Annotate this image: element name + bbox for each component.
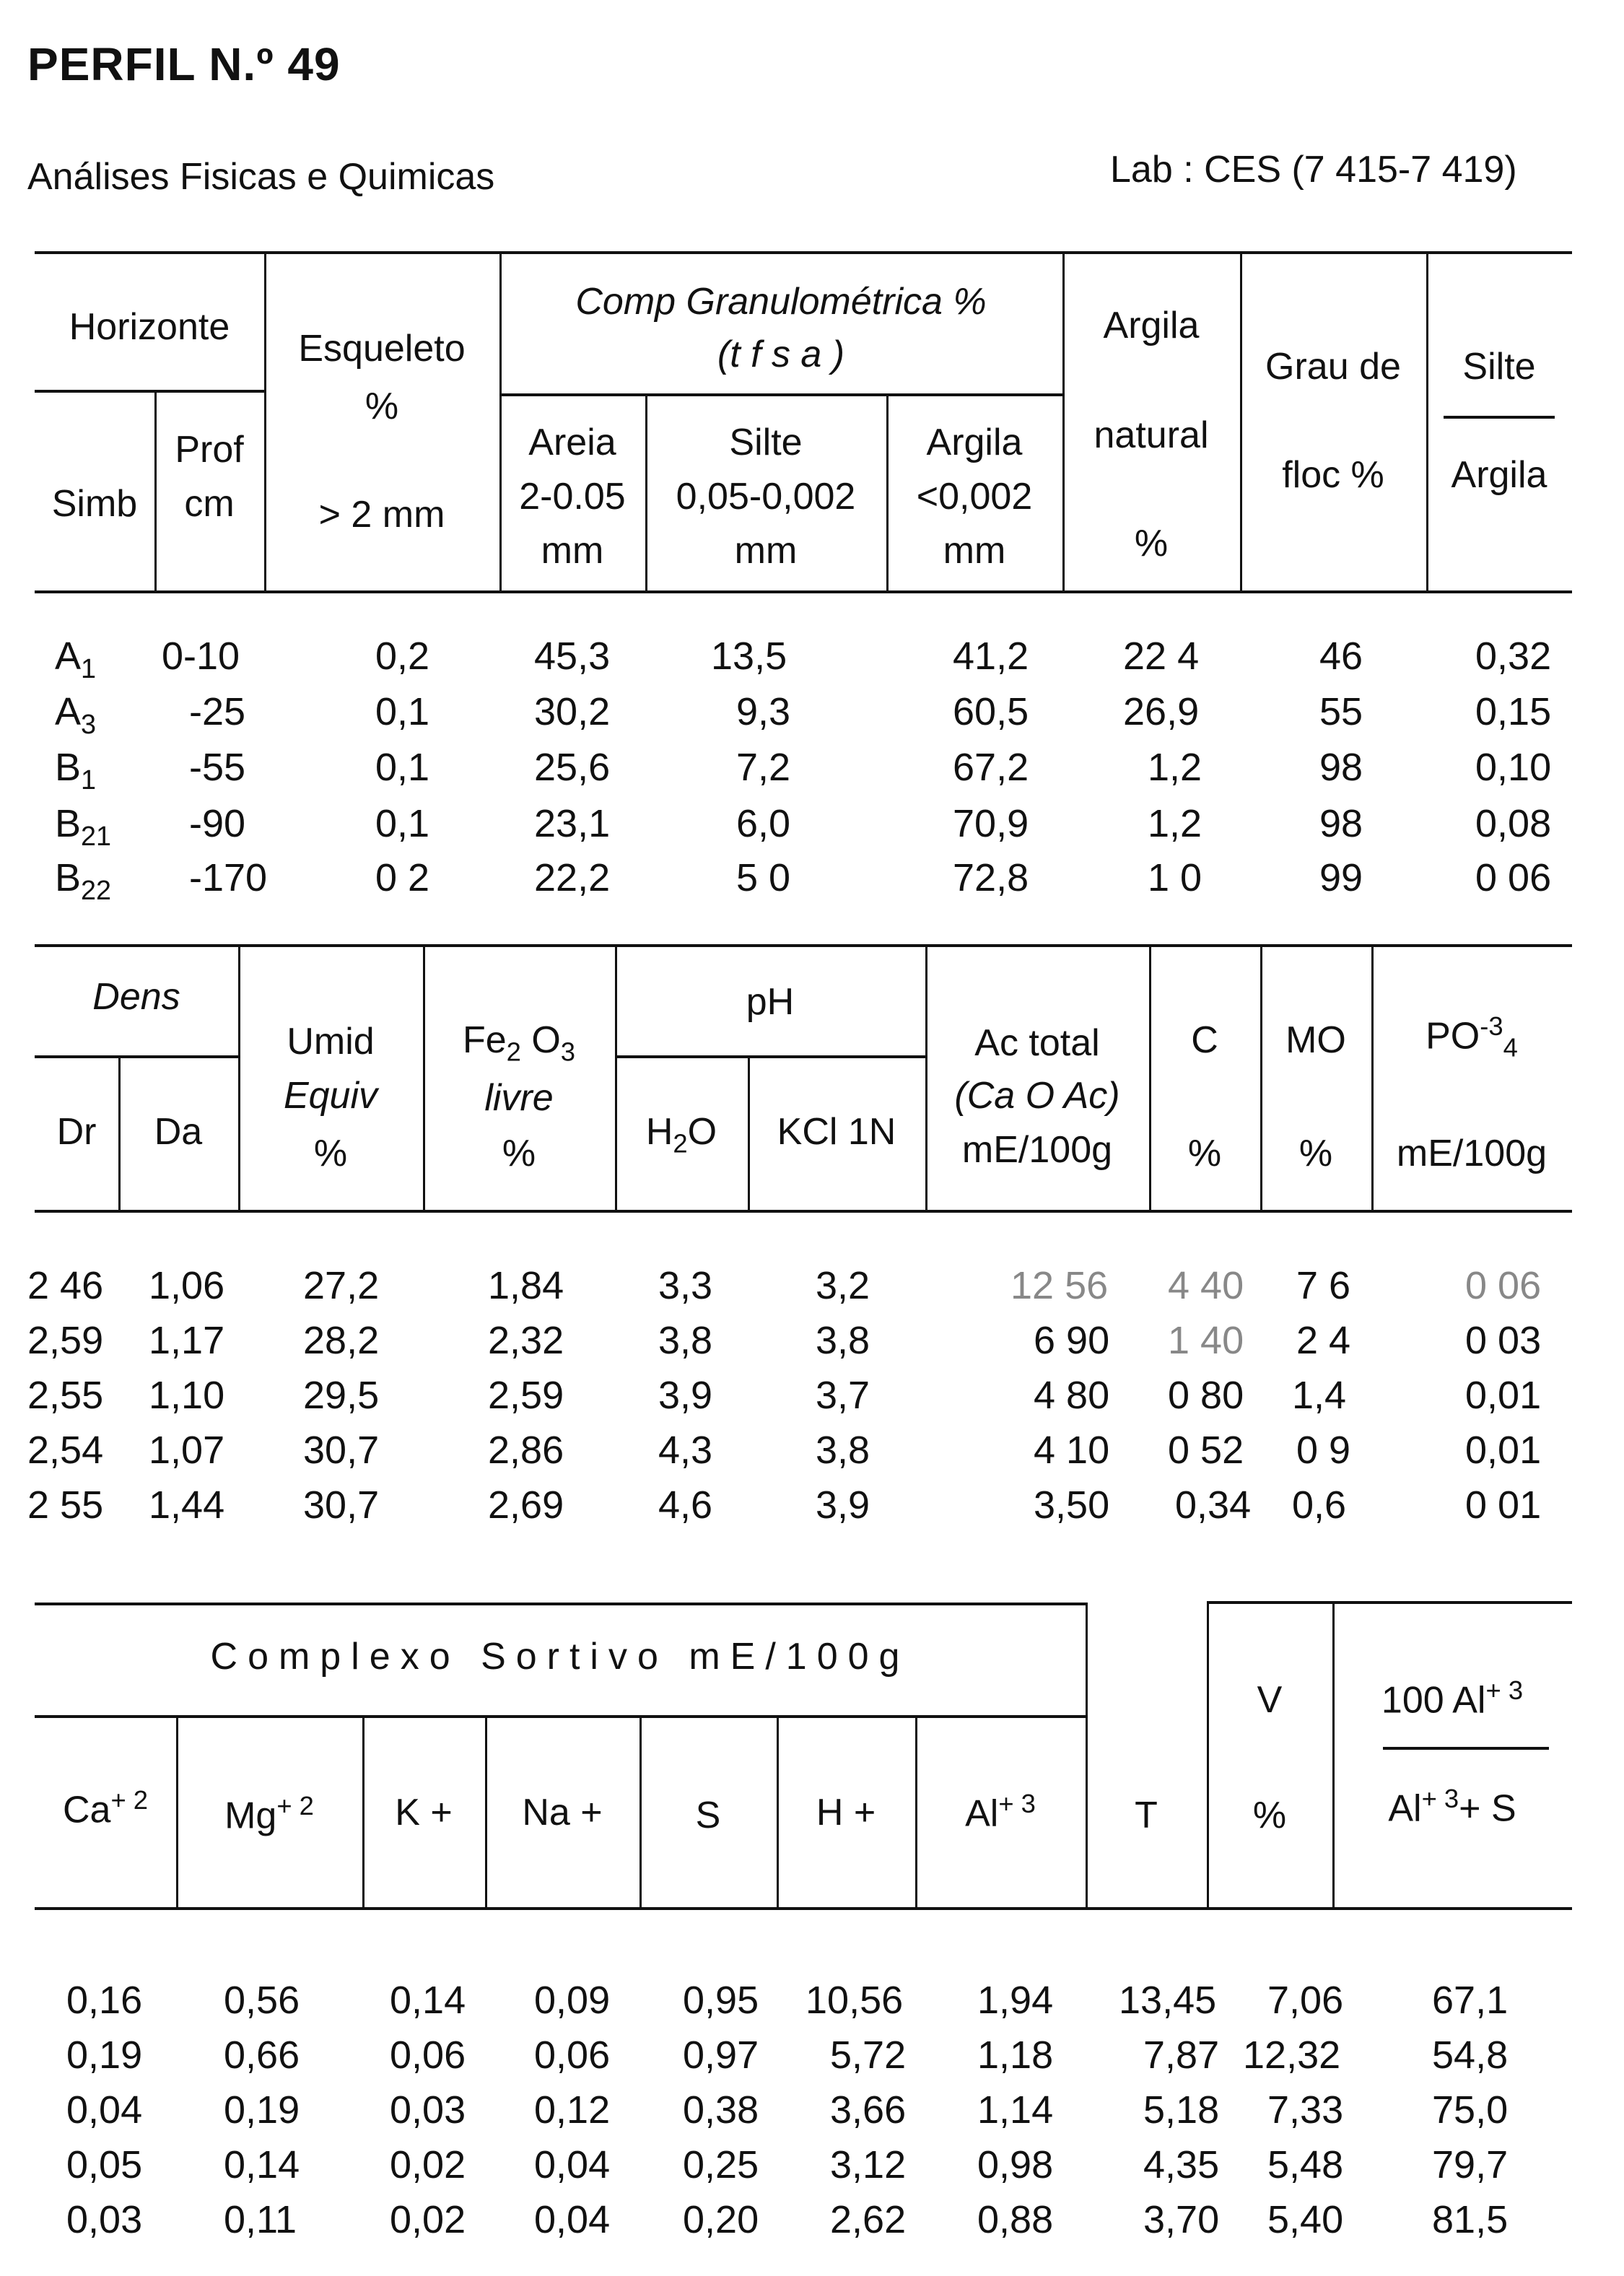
cell-ca: 0,04 xyxy=(66,2088,143,2132)
cell-fe2o3: 2,69 xyxy=(488,1483,564,1527)
cell-al-saturation: 75,0 xyxy=(1432,2088,1509,2132)
cell-areia: 25,6 xyxy=(534,746,611,789)
header-t: T xyxy=(1135,1795,1158,1836)
cell-k: 0,03 xyxy=(390,2088,466,2132)
cell-grau-floc: 98 xyxy=(1319,746,1363,789)
header-ph-h2o: $H_2O$ xyxy=(645,1111,717,1159)
cell-ac-total: 4 10 xyxy=(1034,1429,1110,1472)
header-mo: MO xyxy=(1285,1019,1346,1061)
cell-argila: 72,8 xyxy=(953,856,1029,899)
cell-v: 7,06 xyxy=(1267,1979,1344,2022)
cell-areia: 30,2 xyxy=(534,690,611,733)
cell-silte-argila: 0 06 xyxy=(1475,856,1552,899)
cell-al-saturation: 67,1 xyxy=(1432,1979,1509,2022)
cell-v: 7,33 xyxy=(1267,2088,1344,2132)
cell-c: 0 80 xyxy=(1168,1374,1244,1417)
header-k: K + xyxy=(395,1792,453,1834)
cell-esqueleto: 0,1 xyxy=(375,690,430,733)
header-areia: Areia xyxy=(528,422,616,463)
header-esqueleto-size: > 2 mm xyxy=(318,494,445,536)
cell-s: 0,97 xyxy=(683,2033,759,2077)
cell-h: 10,56 xyxy=(806,1979,904,2022)
cell-areia: 45,3 xyxy=(534,635,611,678)
table1-divider xyxy=(1426,251,1428,592)
cell-argila-natural: 1 0 xyxy=(1148,856,1202,899)
header-s: S xyxy=(695,1795,721,1836)
cell-fe2o3: 1,84 xyxy=(488,1264,564,1307)
cell-ph-h2o: 3,8 xyxy=(658,1319,713,1362)
table3-complexo-rule xyxy=(35,1715,1086,1718)
header-grau-floc: Grau de xyxy=(1265,346,1401,388)
cell-al-saturation: 54,8 xyxy=(1432,2033,1509,2077)
header-esqueleto: Esqueleto xyxy=(298,328,466,370)
cell-da: 1,10 xyxy=(149,1374,225,1417)
cell-ph-kcl: 3,2 xyxy=(816,1264,870,1307)
header-al-saturation-den: $Al^{+ 3}+ S$ xyxy=(1388,1784,1516,1830)
cell-v: 5,48 xyxy=(1267,2143,1344,2186)
header-v-pct: % xyxy=(1252,1795,1287,1836)
header-silte-mm: mm xyxy=(734,530,798,572)
cell-al: 0,98 xyxy=(977,2143,1054,2186)
cell-esqueleto: 0 2 xyxy=(375,856,430,899)
table3-divider xyxy=(1207,1601,1209,1909)
cell-prof: -170 xyxy=(189,856,268,899)
cell-da: 1,07 xyxy=(149,1429,225,1472)
cell-c: 4 40 xyxy=(1168,1264,1244,1307)
header-argila-natural-2: natural xyxy=(1093,414,1209,456)
cell-c: 0 52 xyxy=(1168,1429,1244,1472)
cell-s: 0,38 xyxy=(683,2088,759,2132)
header-grau-floc-2: floc % xyxy=(1282,454,1384,496)
cell-k: 0,02 xyxy=(390,2143,466,2186)
cell-esqueleto: 0,2 xyxy=(375,635,430,678)
cell-k: 0,06 xyxy=(390,2033,466,2077)
cell-ph-kcl: 3,8 xyxy=(816,1319,870,1362)
header-silte: Silte xyxy=(729,422,803,463)
header-h: H + xyxy=(816,1792,876,1834)
cell-silte-argila: 0,15 xyxy=(1475,690,1552,733)
cell-prof: -90 xyxy=(189,802,246,845)
cell-h: 5,72 xyxy=(830,2033,907,2077)
cell-ca: 0,05 xyxy=(66,2143,143,2186)
cell-areia: 22,2 xyxy=(534,856,611,899)
table2-dens-rule xyxy=(35,1055,238,1058)
table2-ph-rule xyxy=(615,1055,925,1058)
cell-t: 4,35 xyxy=(1143,2143,1220,2186)
header-prof-unit: cm xyxy=(184,483,235,525)
header-fe2o3-pct: % xyxy=(502,1133,536,1174)
cell-argila-natural: 26,9 xyxy=(1123,690,1200,733)
header-argila-mm: mm xyxy=(943,530,1006,572)
cell-silte: 13,5 xyxy=(711,635,787,678)
header-umid: Umid xyxy=(287,1021,375,1063)
cell-dr: 2 55 xyxy=(27,1483,104,1527)
cell-k: 0,14 xyxy=(390,1979,466,2022)
cell-argila: 41,2 xyxy=(953,635,1029,678)
header-argila: Argila xyxy=(926,422,1023,463)
table2-header-bottom-rule xyxy=(35,1210,1572,1213)
cell-po4: 0 03 xyxy=(1465,1319,1542,1362)
cell-simb: $B_1$ xyxy=(55,746,97,795)
cell-simb: $A_1$ xyxy=(55,635,97,684)
cell-ac-total: 6 90 xyxy=(1034,1319,1110,1362)
header-silte-argila-num: Silte xyxy=(1462,346,1536,388)
cell-fe2o3: 2,86 xyxy=(488,1429,564,1472)
cell-k: 0,02 xyxy=(390,2198,466,2241)
cell-da: 1,44 xyxy=(149,1483,225,1527)
cell-mo: 0 9 xyxy=(1296,1429,1351,1472)
cell-grau-floc: 46 xyxy=(1319,635,1363,678)
cell-dr: 2,54 xyxy=(27,1429,104,1472)
cell-argila-natural: 22 4 xyxy=(1123,635,1200,678)
header-horizonte: Horizonte xyxy=(69,306,230,348)
cell-dr: 2,55 xyxy=(27,1374,104,1417)
header-umid-equiv: Equiv xyxy=(283,1075,378,1117)
header-argila-range: <0,002 xyxy=(916,476,1033,518)
table3-top-rule-right xyxy=(1207,1601,1572,1604)
cell-al: 0,88 xyxy=(977,2198,1054,2241)
cell-grau-floc: 55 xyxy=(1319,690,1363,733)
analysis-subtitle: Análises Fisicas e Quimicas xyxy=(27,156,495,198)
cell-simb: $B_{21}$ xyxy=(55,802,112,852)
table3-top-rule xyxy=(35,1603,1086,1605)
header-ph-kcl: KCl 1N xyxy=(777,1111,896,1153)
table1-comp-rule xyxy=(501,393,1062,396)
header-esqueleto-pct: % xyxy=(364,385,399,427)
cell-mg: 0,11 xyxy=(224,2198,297,2241)
cell-silte: 9,3 xyxy=(736,690,791,733)
table1-horizonte-rule xyxy=(35,390,264,393)
cell-s: 0,95 xyxy=(683,1979,759,2022)
cell-ph-kcl: 3,8 xyxy=(816,1429,870,1472)
header-po4: $PO^{-3}_4$ xyxy=(1426,1011,1518,1063)
cell-simb: $A_3$ xyxy=(55,690,97,740)
cell-al-saturation: 79,7 xyxy=(1432,2143,1509,2186)
lab-reference: Lab : CES (7 415-7 419) xyxy=(1110,149,1517,191)
cell-h: 3,66 xyxy=(830,2088,907,2132)
cell-umid: 28,2 xyxy=(303,1319,380,1362)
cell-silte: 7,2 xyxy=(736,746,791,789)
header-prof: Prof xyxy=(175,429,244,471)
page-title: PERFIL N.º 49 xyxy=(27,38,341,90)
header-c-pct: % xyxy=(1187,1133,1222,1174)
cell-na: 0,04 xyxy=(534,2143,611,2186)
cell-na: 0,09 xyxy=(534,1979,611,2022)
cell-mg: 0,14 xyxy=(224,2143,300,2186)
cell-po4: 0 06 xyxy=(1465,1264,1542,1307)
header-c: C xyxy=(1191,1019,1218,1061)
cell-po4: 0,01 xyxy=(1465,1374,1542,1417)
cell-al-saturation: 81,5 xyxy=(1432,2198,1509,2241)
cell-mg: 0,19 xyxy=(224,2088,300,2132)
header-mg: $Mg^{+ 2}$ xyxy=(224,1791,314,1837)
header-al-saturation-num: 100 $Al^{+ 3}$ xyxy=(1381,1675,1524,1722)
cell-argila-natural: 1,2 xyxy=(1148,746,1202,789)
cell-areia: 23,1 xyxy=(534,802,611,845)
header-areia-range: 2-0.05 xyxy=(519,476,626,518)
cell-umid: 29,5 xyxy=(303,1374,380,1417)
cell-t: 3,70 xyxy=(1143,2198,1220,2241)
cell-ph-h2o: 3,9 xyxy=(658,1374,713,1417)
cell-da: 1,06 xyxy=(149,1264,225,1307)
cell-h: 3,12 xyxy=(830,2143,907,2186)
cell-mo: 7 6 xyxy=(1296,1264,1351,1307)
cell-ph-h2o: 4,6 xyxy=(658,1483,713,1527)
header-ac-caoac: (Ca O Ac) xyxy=(954,1075,1120,1117)
header-mo-pct: % xyxy=(1298,1133,1333,1174)
cell-al: 1,18 xyxy=(977,2033,1054,2077)
header-argila-natural-pct: % xyxy=(1134,523,1169,564)
cell-ph-kcl: 3,7 xyxy=(816,1374,870,1417)
cell-po4: 0,01 xyxy=(1465,1429,1542,1472)
cell-s: 0,20 xyxy=(683,2198,759,2241)
cell-ca: 0,03 xyxy=(66,2198,143,2241)
header-fe2o3-livre: livre xyxy=(484,1077,554,1119)
header-ac-unit: mE/100g xyxy=(961,1129,1113,1171)
header-umid-pct: % xyxy=(313,1133,348,1174)
header-silte-argila-den: Argila xyxy=(1451,454,1547,496)
cell-umid: 30,7 xyxy=(303,1429,380,1472)
cell-simb: $B_{22}$ xyxy=(55,856,112,906)
table1-divider xyxy=(1240,251,1242,592)
cell-fe2o3: 2,32 xyxy=(488,1319,564,1362)
cell-esqueleto: 0,1 xyxy=(375,802,430,845)
cell-t: 7,87 xyxy=(1143,2033,1220,2077)
header-po4-unit: mE/100g xyxy=(1396,1133,1547,1174)
cell-argila: 70,9 xyxy=(953,802,1029,845)
cell-umid: 27,2 xyxy=(303,1264,380,1307)
cell-grau-floc: 98 xyxy=(1319,802,1363,845)
cell-ph-h2o: 4,3 xyxy=(658,1429,713,1472)
cell-v: 12,32 xyxy=(1243,2033,1341,2077)
header-fe2o3: $Fe_2$ $O_3$ xyxy=(462,1019,576,1067)
cell-ac-total: 12 56 xyxy=(1010,1264,1109,1307)
cell-t: 13,45 xyxy=(1119,1979,1217,2022)
cell-prof: -55 xyxy=(189,746,246,789)
header-complexo-sortivo: Complexo Sortivo mE/100g xyxy=(210,1636,910,1678)
cell-na: 0,04 xyxy=(534,2198,611,2241)
cell-v: 5,40 xyxy=(1267,2198,1344,2241)
cell-esqueleto: 0,1 xyxy=(375,746,430,789)
cell-ca: 0,19 xyxy=(66,2033,143,2077)
cell-mg: 0,66 xyxy=(224,2033,300,2077)
cell-silte-argila: 0,10 xyxy=(1475,746,1552,789)
header-al: $Al^{+ 3}$ xyxy=(965,1789,1036,1835)
cell-ac-total: 4 80 xyxy=(1034,1374,1110,1417)
cell-umid: 30,7 xyxy=(303,1483,380,1527)
header-da: Da xyxy=(154,1111,203,1153)
cell-h: 2,62 xyxy=(830,2198,907,2241)
cell-ph-kcl: 3,9 xyxy=(816,1483,870,1527)
cell-silte-argila: 0,32 xyxy=(1475,635,1552,678)
cell-fe2o3: 2,59 xyxy=(488,1374,564,1417)
header-areia-mm: mm xyxy=(541,530,604,572)
cell-silte: 6,0 xyxy=(736,802,791,845)
cell-c: 1 40 xyxy=(1168,1319,1244,1362)
cell-al: 1,14 xyxy=(977,2088,1054,2132)
cell-da: 1,17 xyxy=(149,1319,225,1362)
cell-po4: 0 01 xyxy=(1465,1483,1542,1527)
cell-argila: 60,5 xyxy=(953,690,1029,733)
cell-prof: 0-10 xyxy=(162,635,240,678)
header-ac-total: Ac total xyxy=(974,1022,1100,1064)
table3-divider xyxy=(1332,1601,1335,1909)
fraction-bar xyxy=(1383,1747,1549,1750)
header-dens: Dens xyxy=(92,976,180,1018)
cell-t: 5,18 xyxy=(1143,2088,1220,2132)
cell-ac-total: 3,50 xyxy=(1034,1483,1110,1527)
header-argila-natural: Argila xyxy=(1103,305,1200,346)
header-ca: $Ca^{+ 2}$ xyxy=(62,1785,149,1831)
header-dr: Dr xyxy=(56,1111,97,1153)
header-na: Na + xyxy=(522,1792,603,1834)
header-silte-range: 0,05-0,002 xyxy=(676,476,856,518)
cell-ph-h2o: 3,3 xyxy=(658,1264,713,1307)
table2-top-rule xyxy=(35,944,1572,947)
header-v: V xyxy=(1257,1679,1283,1721)
header-comp-granulometrica: Comp Granulométrica % xyxy=(575,281,987,323)
cell-ca: 0,16 xyxy=(66,1979,143,2022)
cell-mo: 0,6 xyxy=(1292,1483,1347,1527)
cell-dr: 2 46 xyxy=(27,1264,104,1307)
header-tfsa: (t f s a ) xyxy=(717,333,845,375)
cell-mo: 2 4 xyxy=(1296,1319,1351,1362)
cell-c: 0,34 xyxy=(1175,1483,1252,1527)
cell-mg: 0,56 xyxy=(224,1979,300,2022)
cell-silte-argila: 0,08 xyxy=(1475,802,1552,845)
fraction-bar xyxy=(1444,416,1555,419)
table3-divider xyxy=(1086,1603,1088,1909)
cell-al: 1,94 xyxy=(977,1979,1054,2022)
table3-header-bottom-rule xyxy=(35,1907,1572,1910)
cell-na: 0,06 xyxy=(534,2033,611,2077)
cell-argila: 67,2 xyxy=(953,746,1029,789)
cell-na: 0,12 xyxy=(534,2088,611,2132)
header-ph: pH xyxy=(746,981,795,1023)
header-simb: Simb xyxy=(51,483,138,525)
cell-argila-natural: 1,2 xyxy=(1148,802,1202,845)
cell-dr: 2,59 xyxy=(27,1319,104,1362)
cell-prof: -25 xyxy=(189,690,246,733)
cell-s: 0,25 xyxy=(683,2143,759,2186)
cell-grau-floc: 99 xyxy=(1319,856,1363,899)
cell-silte: 5 0 xyxy=(736,856,791,899)
cell-mo: 1,4 xyxy=(1292,1374,1347,1417)
